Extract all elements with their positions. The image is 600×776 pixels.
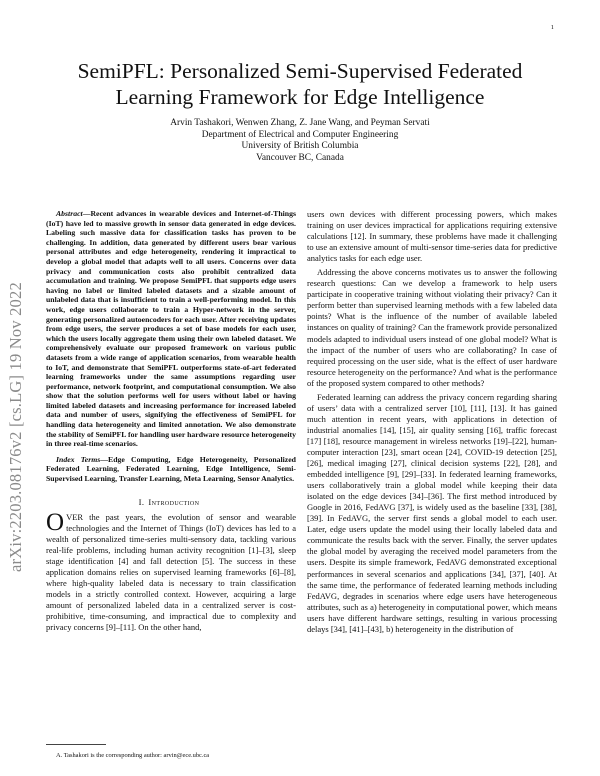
abstract-text: —Recent advances in wearable devices and Internet-of-Things (IoT) have led to massive growth in sensor data generated in edge devices. Labeling such massive data for classification tasks has proven to be challenging. In addition, data generated by different users bear various personal attributes and edge heterogeneity, rendering it impractical to develop a global model that adapts well to all users. Concerns over data privacy and communication costs also prohibit centralized data accumulation and training. We propose SemiPFL that supports edge users having no label or limited labeled datasets and a sizable amount of unlabeled data that is insufficient to train a well-performing model. In this work, edge users collaborate to train a Hyper-network in the server, generating personalized autoencoders for each user. After receiving updates from edge users, the server produces a set of base models for each user, which the users locally aggregate them using their own labeled dataset. We comprehensively evaluate our proposed framework on various public datasets from a wide range of application scenarios, from wearable health to IoT, and demonstrate that SemiPFL outperforms state-of-art federated learning frameworks under the same assumptions regarding user performance, network footprint, and computational consumption. We also show that the solution performs well for users without label or having limited labeled datasets and increasing performance for increased labeled data and number of users, signifying the effectiveness of SemiPFL for handling data heterogeneity and limited annotation. We also demonstrate the stability of SemiPFL for handling user hardware resource heterogeneity in three real-time scenarios. bbox=[46, 209, 296, 449]
abstract bbox=[46, 209, 296, 449]
author-names: Arvin Tashakori, Wenwen Zhang, Z. Jane Wang, and Peyman Servati bbox=[170, 118, 430, 128]
section-number: I. bbox=[138, 496, 145, 507]
index-terms-label: Index Terms bbox=[56, 454, 101, 464]
paper-title: SemiPFL: Personalized Semi-Supervised Federated Learning Framework for Edge Intelligence bbox=[77, 59, 523, 109]
abstract-label: Abstract bbox=[56, 209, 83, 218]
intro-paragraph-1-text: VER the past years, the evolution of sensor and wearable technologies and the Internet of Things (IoT) devices has led to a wealth of personalized time-series multi-sensory data, tackling various real-life problems, including human activity recognition [1]–[3], sleep stage identification [4] and fall detection [5]. The success in these application domains relies on supervised learning frameworks [6]–[8], where high-quality labeled data is necessary to train classification models in a strictly controlled context. However, acquiring a large amount of personalized labeled data in a centralized server is cost-prohibitive, time-consuming, and impractical due to complexity and privacy concerns [9]–[11]. On the other hand, bbox=[46, 511, 296, 633]
author-location: Vancouver BC, Canada bbox=[256, 152, 344, 163]
drop-cap: O bbox=[46, 508, 65, 536]
right-column bbox=[307, 209, 557, 635]
left-column bbox=[46, 209, 296, 633]
arxiv-identifier: arXiv:2203.08176v2 [cs.LG] 19 Nov 2022 bbox=[6, 282, 25, 572]
section-heading bbox=[46, 497, 296, 508]
author-block bbox=[48, 118, 552, 164]
intro-paragraph-2: Addressing the above concerns motivates us to answer the following research questions: Can we develop a framework to help users participate in cooperative training without violating their privacy? Can it perform better than supervised learning methods with a few labeled data points? What is the influence of the number of available labeled instances on quality of training? Can the framework provide personalized models adapted to individual users instead of one global model? What is the impact of the number of users who are collaborating? In case of required processing on the user side, what is the effect of user hardware resource heterogeneity on the performance? And what is the performance of the proposed system compared to other methods? bbox=[307, 267, 557, 388]
author-university: University of British Columbia bbox=[241, 141, 359, 151]
section-title: Introduction bbox=[148, 496, 200, 507]
author-department: Department of Electrical and Computer Engineering bbox=[201, 129, 399, 140]
index-terms bbox=[46, 455, 296, 484]
footnote: A. Tashakori is the corresponding author: arvin@ece.ubc.ca bbox=[56, 752, 210, 759]
page-number: 1 bbox=[550, 24, 554, 31]
footnote-rule bbox=[46, 744, 106, 745]
intro-paragraph-1-continued: users own devices with different processing powers, which makes training on user devices impractical for applications requiring extensive calculations [12]. In summary, these problems have made it challenging to use an extensive amount of multi-sensor time-series data for predictive analytics tasks for each edge user. bbox=[307, 209, 557, 264]
intro-paragraph-3: Federated learning can address the privacy concern regarding sharing of users’ data with a centralized server [10], [11], [13]. It has gained much attention in recent years, with applications in detection of industrial anomalies [14], [15], air quality sensing [16], traffic forecast [17] [18], resource management in wireless networks [19]–[22], human-computer interaction [23], smart ocean [24], COVID-19 detection [25], [26], medical imaging [27], clinical decision systems [22], [28], and embedded intelligence [9], [29]–[33]. In federated learning frameworks, users collaboratively train a global model while keeping their data isolated on the edge devices [34]–[36]. The first method introduced by Google in 2016, FedAVG [37], is widely used as the baseline [33], [38], [39]. In FedAVG, the server first sends a global model to each user. Later, edge users update the model using their locally labeled data and communicate the results back with the server. Finally, the server updates the global model by averaging the received model parameters from the users. Despite its simple framework, FedAVG demonstrated exceptional performances in several scenarios and applications [34], [37], [40]. At the same time, the performance of federated learning methods including FedAVG, degrades in scenarios where edge users have heterogeneous attributes, such as a) heterogeneity in computational power, which means users have different hardware settings, resulting in various processing delays [34], [41]–[43], b) heterogeneity in the distribution of bbox=[307, 391, 557, 634]
index-terms-text: —Edge Computing, Edge Heterogeneity, Personalized Federated Learning, Federated Learning, Edge Intelligence, Semi-Supervised Learning, Transfer Learning, Meta Learning, Sensor Analytics. bbox=[46, 454, 296, 484]
intro-paragraph-1 bbox=[46, 508, 296, 634]
